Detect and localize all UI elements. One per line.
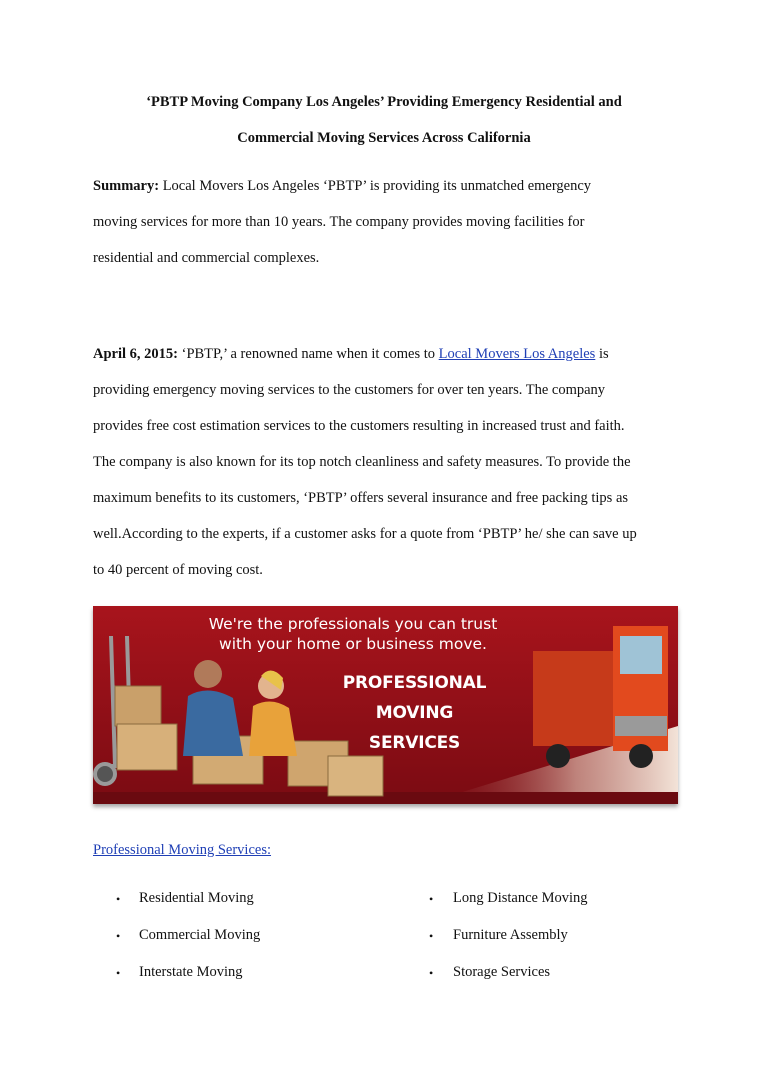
professional-moving-services-link[interactable]: Professional Moving Services: [93,842,272,858]
bullet-icon: • [116,892,121,906]
banner-title-line-1: PROFESSIONAL MOVING [342,673,487,723]
summary-line-1 [93,178,591,195]
banner-title-line-2: SERVICES [368,733,461,753]
body-line-7: to 40 percent of moving cost. [93,562,263,578]
service-item-interstate-moving: Interstate Moving [139,964,243,980]
body-line-1 [93,346,609,363]
service-item-commercial-moving: Commercial Moving [139,927,261,943]
document-title-line-2: Commercial Moving Services Across California [237,130,531,146]
banner-floor [93,792,678,804]
bullet-icon: • [429,892,434,906]
summary-label: Summary: [93,178,160,194]
body-line-6: well.According to the experts, if a customer asks for a quote from ‘PBTP’ he/ she can save up [93,526,637,542]
local-movers-link[interactable]: Local Movers Los Angeles [438,346,596,362]
date-label: April 6, 2015: [93,346,178,362]
bullet-icon: • [429,929,434,943]
banner-tagline-line-2: with your home or business move. [219,635,487,653]
document-title-line-1: ‘PBTP Moving Company Los Angeles’ Providing Emergency Residential and [146,94,622,110]
truck-icon [533,626,668,768]
body-line-3: provides free cost estimation services to the customers resulting in increased trust and faith. [93,418,625,434]
banner-tagline-line-1: We're the professionals you can trust [208,615,498,633]
bullet-icon: • [116,966,121,980]
bullet-icon: • [116,929,121,943]
summary-line-2: moving services for more than 10 years. The company provides moving facilities for [93,214,585,230]
body-text-1a: ‘PBTP,’ a renowned name when it comes to [177,346,439,362]
body-line-4: The company is also known for its top notch cleanliness and safety measures. To provide the [93,454,631,470]
professional-moving-banner [93,606,678,804]
summary-text: Local Movers Los Angeles ‘PBTP’ is providing its unmatched emergency [159,178,592,194]
banner-title [327,668,502,758]
summary-line-3: residential and commercial complexes. [93,250,320,266]
body-line-5: maximum benefits to its customers, ‘PBTP’ offers several insurance and free packing tips as [93,490,629,506]
service-item-storage-services: Storage Services [453,964,551,980]
service-item-residential-moving: Residential Moving [139,890,254,906]
body-text-1b: is [595,346,609,362]
service-item-furniture-assembly: Furniture Assembly [453,927,568,943]
banner-tagline [203,614,503,654]
bullet-icon: • [429,966,434,980]
movers-people-icon [183,660,297,756]
body-line-2: providing emergency moving services to the customers for over ten years. The company [93,382,606,398]
service-item-long-distance-moving: Long Distance Moving [453,890,588,906]
